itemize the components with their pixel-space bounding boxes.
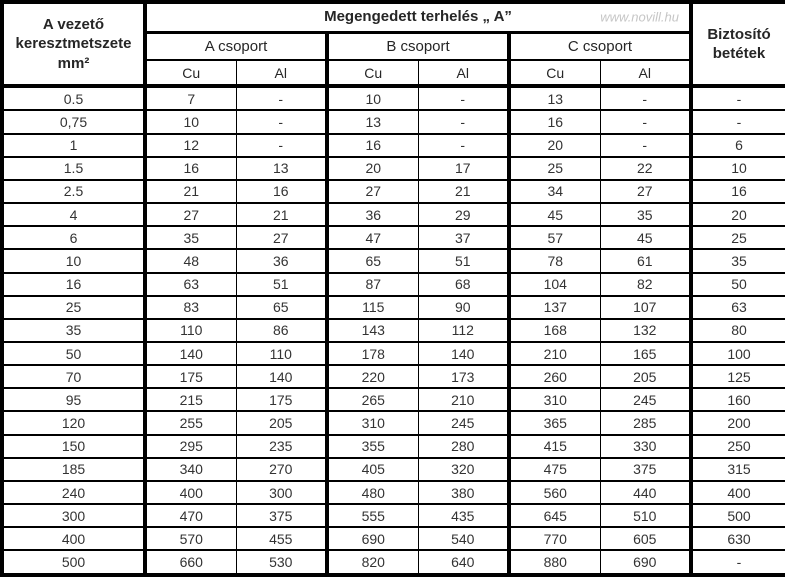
load-value-cell: 645: [509, 504, 600, 527]
load-value-cell: 132: [600, 319, 691, 342]
group-b-cu-header: Cu: [327, 60, 418, 86]
cross-section-cell: 6: [2, 226, 145, 249]
load-value-cell: 63: [145, 273, 236, 296]
load-value-cell: 27: [145, 203, 236, 226]
load-value-cell: -: [600, 86, 691, 110]
fuse-rating-cell: 160: [691, 388, 785, 411]
load-value-cell: 20: [509, 134, 600, 157]
cross-section-cell: 50: [2, 342, 145, 365]
group-c-cu-header: Cu: [509, 60, 600, 86]
load-value-cell: 255: [145, 411, 236, 434]
load-value-cell: 35: [600, 203, 691, 226]
load-value-cell: 280: [418, 435, 509, 458]
load-value-cell: 13: [509, 86, 600, 110]
header-row-title: [2, 2, 785, 32]
load-value-cell: 61: [600, 249, 691, 272]
fuse-rating-cell: 63: [691, 296, 785, 319]
group-c-al-header: Al: [600, 60, 691, 86]
load-value-cell: 205: [600, 365, 691, 388]
fuse-rating-cell: 6: [691, 134, 785, 157]
fuse-rating-cell: -: [691, 550, 785, 575]
load-value-cell: 107: [600, 296, 691, 319]
load-value-cell: 470: [145, 504, 236, 527]
table-row: [2, 458, 785, 481]
load-value-cell: 220: [327, 365, 418, 388]
load-value-cell: 86: [236, 319, 327, 342]
table-row: [2, 296, 785, 319]
table-row: [2, 550, 785, 575]
load-value-cell: 265: [327, 388, 418, 411]
load-value-cell: 140: [418, 342, 509, 365]
load-value-cell: 27: [327, 180, 418, 203]
table-row: [2, 226, 785, 249]
load-value-cell: 45: [509, 203, 600, 226]
load-value-cell: 16: [509, 110, 600, 133]
load-value-cell: 435: [418, 504, 509, 527]
fuse-rating-cell: 50: [691, 273, 785, 296]
load-value-cell: 770: [509, 527, 600, 550]
load-value-cell: 570: [145, 527, 236, 550]
table-row: [2, 249, 785, 272]
load-value-cell: 245: [418, 411, 509, 434]
load-value-cell: 104: [509, 273, 600, 296]
fuse-rating-cell: 250: [691, 435, 785, 458]
load-value-cell: 34: [509, 180, 600, 203]
load-value-cell: 175: [145, 365, 236, 388]
cross-section-cell: 240: [2, 481, 145, 504]
load-value-cell: 140: [145, 342, 236, 365]
load-value-cell: 235: [236, 435, 327, 458]
load-value-cell: 530: [236, 550, 327, 575]
cross-section-cell: 95: [2, 388, 145, 411]
load-value-cell: 68: [418, 273, 509, 296]
load-value-cell: 10: [327, 86, 418, 110]
table-row: [2, 527, 785, 550]
load-value-cell: 47: [327, 226, 418, 249]
table-row: [2, 134, 785, 157]
cross-section-cell: 500: [2, 550, 145, 575]
table-row: [2, 180, 785, 203]
load-value-cell: 143: [327, 319, 418, 342]
load-value-cell: 21: [145, 180, 236, 203]
cross-section-cell: 35: [2, 319, 145, 342]
load-value-cell: 560: [509, 481, 600, 504]
load-value-cell: 660: [145, 550, 236, 575]
conductor-header-line3: mm²: [57, 54, 90, 72]
cross-section-cell: 150: [2, 435, 145, 458]
fuse-rating-cell: 500: [691, 504, 785, 527]
group-c-header: C csoport: [509, 32, 691, 60]
table-row: [2, 435, 785, 458]
load-value-cell: 178: [327, 342, 418, 365]
load-value-cell: 137: [509, 296, 600, 319]
load-value-cell: 640: [418, 550, 509, 575]
table-row: [2, 86, 785, 110]
load-value-cell: 112: [418, 319, 509, 342]
table-row: [2, 411, 785, 434]
cross-section-cell: 0,75: [2, 110, 145, 133]
load-value-cell: 455: [236, 527, 327, 550]
load-value-cell: 400: [145, 481, 236, 504]
load-value-cell: 90: [418, 296, 509, 319]
load-value-cell: -: [418, 86, 509, 110]
cross-section-cell: 400: [2, 527, 145, 550]
load-value-cell: 16: [327, 134, 418, 157]
load-value-cell: 35: [145, 226, 236, 249]
load-value-cell: 36: [327, 203, 418, 226]
cross-section-cell: 300: [2, 504, 145, 527]
table-row: [2, 319, 785, 342]
load-value-cell: 168: [509, 319, 600, 342]
load-value-cell: 78: [509, 249, 600, 272]
conductor-header-line2: keresztmetszete: [15, 35, 132, 53]
load-value-cell: 65: [327, 249, 418, 272]
fuse-rating-cell: 630: [691, 527, 785, 550]
cross-section-cell: 10: [2, 249, 145, 272]
load-value-cell: 310: [327, 411, 418, 434]
load-value-cell: 605: [600, 527, 691, 550]
conductor-cross-section-header: [2, 2, 145, 86]
conductor-header-line1: A vezető: [42, 15, 105, 33]
cross-section-cell: 2.5: [2, 180, 145, 203]
load-value-cell: 27: [236, 226, 327, 249]
table-row: [2, 110, 785, 133]
fuse-header-line1: Biztosító: [707, 25, 771, 43]
load-value-cell: 21: [236, 203, 327, 226]
cross-section-cell: 16: [2, 273, 145, 296]
cross-section-cell: 120: [2, 411, 145, 434]
load-value-cell: 540: [418, 527, 509, 550]
group-a-header: A csoport: [145, 32, 327, 60]
load-value-cell: 48: [145, 249, 236, 272]
fuse-header-line2: betétek: [712, 45, 766, 62]
title-cell: [145, 2, 691, 32]
load-value-cell: 405: [327, 458, 418, 481]
load-value-cell: 22: [600, 157, 691, 180]
load-value-cell: 29: [418, 203, 509, 226]
load-value-cell: 300: [236, 481, 327, 504]
load-value-cell: 17: [418, 157, 509, 180]
load-value-cell: 270: [236, 458, 327, 481]
load-value-cell: 110: [145, 319, 236, 342]
table-title: Megengedett terhelés „ A”: [324, 8, 512, 26]
load-value-cell: 285: [600, 411, 691, 434]
load-value-cell: 440: [600, 481, 691, 504]
load-value-cell: 320: [418, 458, 509, 481]
load-value-cell: 480: [327, 481, 418, 504]
load-value-cell: 310: [509, 388, 600, 411]
cross-section-cell: 4: [2, 203, 145, 226]
load-value-cell: 175: [236, 388, 327, 411]
load-value-cell: 13: [236, 157, 327, 180]
load-value-cell: -: [236, 110, 327, 133]
fuse-rating-cell: 200: [691, 411, 785, 434]
load-value-cell: -: [418, 134, 509, 157]
fuse-rating-cell: 25: [691, 226, 785, 249]
load-value-cell: 215: [145, 388, 236, 411]
load-value-cell: 475: [509, 458, 600, 481]
load-value-cell: 690: [600, 550, 691, 575]
table-row: [2, 365, 785, 388]
load-value-cell: 510: [600, 504, 691, 527]
load-value-cell: 210: [509, 342, 600, 365]
load-value-cell: 87: [327, 273, 418, 296]
fuse-header: [691, 2, 785, 86]
load-value-cell: 12: [145, 134, 236, 157]
fuse-rating-cell: 400: [691, 481, 785, 504]
load-value-cell: 51: [236, 273, 327, 296]
fuse-rating-cell: 125: [691, 365, 785, 388]
group-a-cu-header: Cu: [145, 60, 236, 86]
table-row: [2, 481, 785, 504]
load-value-cell: 45: [600, 226, 691, 249]
load-value-cell: 21: [418, 180, 509, 203]
table-body: [2, 86, 785, 575]
cross-section-cell: 0.5: [2, 86, 145, 110]
load-value-cell: 36: [236, 249, 327, 272]
fuse-rating-cell: 35: [691, 249, 785, 272]
load-value-cell: -: [600, 110, 691, 133]
load-value-cell: 375: [600, 458, 691, 481]
fuse-rating-cell: 10: [691, 157, 785, 180]
load-value-cell: 7: [145, 86, 236, 110]
table-row: [2, 342, 785, 365]
load-value-cell: 355: [327, 435, 418, 458]
load-value-cell: 51: [418, 249, 509, 272]
cross-section-cell: 70: [2, 365, 145, 388]
watermark-text: www.novill.hu: [600, 9, 680, 25]
group-a-al-header: Al: [236, 60, 327, 86]
load-value-cell: -: [600, 134, 691, 157]
load-value-cell: 690: [327, 527, 418, 550]
load-value-cell: 82: [600, 273, 691, 296]
load-value-cell: 27: [600, 180, 691, 203]
load-value-cell: 340: [145, 458, 236, 481]
cross-section-cell: 25: [2, 296, 145, 319]
fuse-rating-cell: 80: [691, 319, 785, 342]
load-value-cell: 173: [418, 365, 509, 388]
table-row: [2, 157, 785, 180]
table-row: [2, 273, 785, 296]
load-value-cell: 83: [145, 296, 236, 319]
fuse-rating-cell: -: [691, 86, 785, 110]
cross-section-cell: 1.5: [2, 157, 145, 180]
load-value-cell: 415: [509, 435, 600, 458]
load-value-cell: -: [418, 110, 509, 133]
load-value-cell: 16: [145, 157, 236, 180]
fuse-rating-cell: 100: [691, 342, 785, 365]
fuse-rating-cell: -: [691, 110, 785, 133]
load-value-cell: 65: [236, 296, 327, 319]
cross-section-cell: 185: [2, 458, 145, 481]
table-row: [2, 203, 785, 226]
load-value-cell: 165: [600, 342, 691, 365]
load-value-cell: 295: [145, 435, 236, 458]
load-value-cell: 555: [327, 504, 418, 527]
load-value-cell: 16: [236, 180, 327, 203]
fuse-rating-cell: 20: [691, 203, 785, 226]
cross-section-cell: 1: [2, 134, 145, 157]
fuse-rating-cell: 16: [691, 180, 785, 203]
group-b-header: B csoport: [327, 32, 509, 60]
load-value-cell: -: [236, 134, 327, 157]
fuse-rating-cell: 315: [691, 458, 785, 481]
load-value-cell: 880: [509, 550, 600, 575]
load-value-cell: 380: [418, 481, 509, 504]
load-value-cell: 205: [236, 411, 327, 434]
load-value-cell: 115: [327, 296, 418, 319]
load-value-cell: 245: [600, 388, 691, 411]
load-value-cell: 820: [327, 550, 418, 575]
load-value-cell: -: [236, 86, 327, 110]
load-value-cell: 375: [236, 504, 327, 527]
load-value-cell: 13: [327, 110, 418, 133]
load-value-cell: 57: [509, 226, 600, 249]
group-b-al-header: Al: [418, 60, 509, 86]
load-value-cell: 25: [509, 157, 600, 180]
load-value-cell: 210: [418, 388, 509, 411]
table-header: [2, 2, 785, 86]
load-value-cell: 10: [145, 110, 236, 133]
load-value-cell: 365: [509, 411, 600, 434]
load-value-cell: 110: [236, 342, 327, 365]
load-value-cell: 37: [418, 226, 509, 249]
load-value-cell: 330: [600, 435, 691, 458]
table-row: [2, 504, 785, 527]
load-value-cell: 260: [509, 365, 600, 388]
load-value-cell: 140: [236, 365, 327, 388]
table-row: [2, 388, 785, 411]
load-value-cell: 20: [327, 157, 418, 180]
